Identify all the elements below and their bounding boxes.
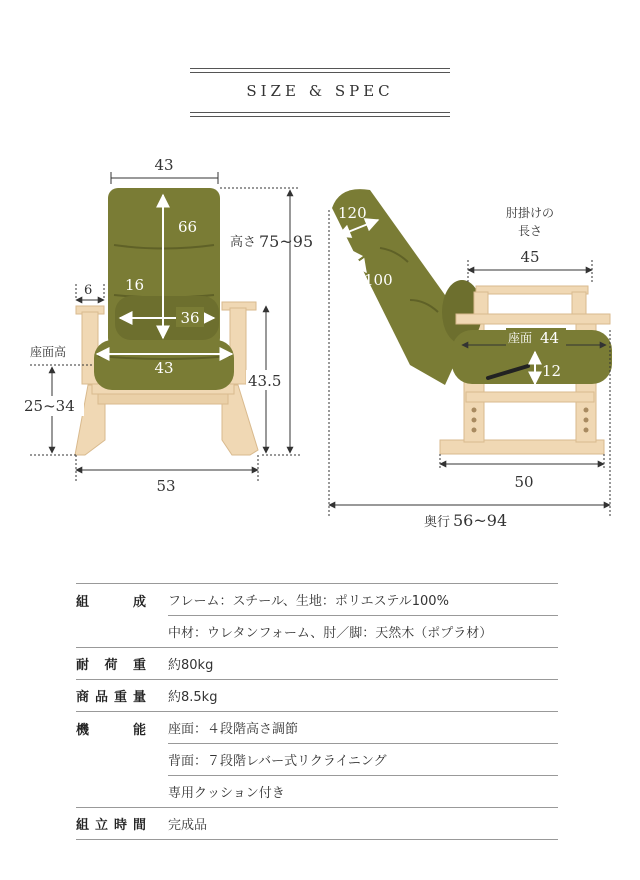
spec-value: 約8.5kg — [168, 680, 558, 712]
dim-width-top: 43 — [154, 156, 174, 174]
dim-seat-height: 25~34 — [24, 397, 75, 415]
dim-height: 75~95 — [259, 232, 314, 251]
dim-arm-height: 43.5 — [248, 372, 282, 390]
spec-value: 専用クッション付き — [168, 776, 558, 808]
side-chair-illustration — [332, 189, 612, 454]
page-title: SIZE & SPEC — [246, 82, 394, 100]
dim-seat-width: 43 — [154, 359, 174, 377]
label-height: 高さ — [230, 235, 257, 250]
label-depth: 奥行 — [424, 515, 451, 530]
dim-seat-depth: 44 — [540, 329, 560, 347]
dim-seat-thickness: 12 — [542, 362, 562, 380]
spec-key: 組立時間 — [76, 818, 146, 833]
label-armrest-length-2: 長さ — [517, 224, 543, 238]
front-chair-illustration — [75, 188, 258, 455]
dim-depth: 56~94 — [453, 511, 508, 530]
label-seat-depth: 座面 — [508, 331, 533, 345]
spec-row-function — [76, 712, 558, 744]
spec-row-load — [76, 648, 558, 680]
dim-backrest-height: 66 — [178, 218, 198, 236]
spec-key: 商品重量 — [76, 690, 146, 705]
spec-value: 座面：４段階高さ調節 — [168, 712, 558, 744]
dim-cushion-width: 36 — [180, 309, 200, 327]
spec-value: 中材：ウレタンフォーム、肘／脚：天然木（ポプラ材） — [168, 616, 558, 648]
spec-value: 完成品 — [168, 808, 558, 840]
dim-base-depth: 50 — [514, 473, 534, 491]
dim-cushion-height: 16 — [125, 276, 145, 294]
spec-value: 約80kg — [168, 648, 558, 680]
dim-armrest-width: 6 — [84, 283, 93, 298]
dim-back-angle: 100 — [364, 271, 393, 289]
spec-value: 背面：７段階レバー式リクライニング — [168, 744, 558, 776]
dim-armrest-length: 45 — [520, 248, 540, 266]
spec-row-weight — [76, 680, 558, 712]
spec-row-assembly — [76, 808, 558, 840]
label-armrest-length-1: 肘掛けの — [505, 206, 555, 220]
spec-key: 耐荷重 — [76, 658, 146, 673]
label-seat-height: 座面高 — [30, 345, 67, 359]
dim-base-width: 53 — [156, 477, 176, 495]
spec-row-composition — [76, 584, 558, 616]
spec-key: 機 能 — [76, 723, 146, 738]
dim-back-length: 120 — [338, 204, 367, 222]
spec-table — [76, 583, 558, 840]
spec-key: 組 成 — [76, 595, 146, 610]
spec-value: フレーム：スチール、生地：ポリエステル100% — [168, 584, 558, 616]
